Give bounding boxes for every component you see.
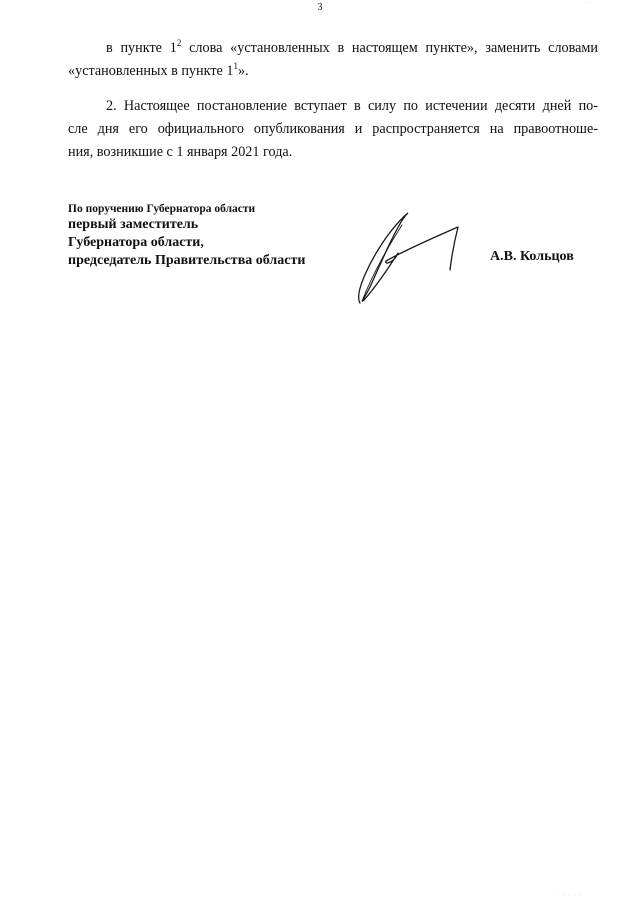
document-body: [68, 37, 598, 164]
paragraph-2-line-2: сле дня его официального опубликования и распространяется на правоотноше-: [68, 121, 598, 137]
signatory-authority-line: По поручению Губернатора области: [68, 203, 256, 215]
page-number: 3: [317, 2, 323, 13]
signatory-position-line-2: Губернатора области,: [68, 235, 204, 250]
corner-mark: · · ·: [578, 0, 592, 6]
paragraph-2-line-3: ния, возникшие с 1 января 2021 года.: [68, 144, 293, 160]
signatory-name: А.В. Кольцов: [490, 249, 574, 264]
paragraph-1-line-2: «установленных в пункте $1^1$».: [68, 61, 249, 79]
paragraph-1-line-1: в пункте $1^2$ слова «установленных в настоящем пункте», заменить словами: [106, 38, 598, 56]
paragraph-2-line-1: 2. Настоящее постановление вступает в силу по истечении десяти дней по-: [106, 98, 598, 114]
footer-mark: · · · · ·: [557, 893, 582, 899]
signatory-position-line-3: председатель Правительства области: [68, 253, 306, 268]
signatory-title-block: [68, 202, 305, 270]
handwritten-signature: [340, 205, 480, 310]
signatory-position-line-1: первый заместитель: [68, 217, 199, 232]
